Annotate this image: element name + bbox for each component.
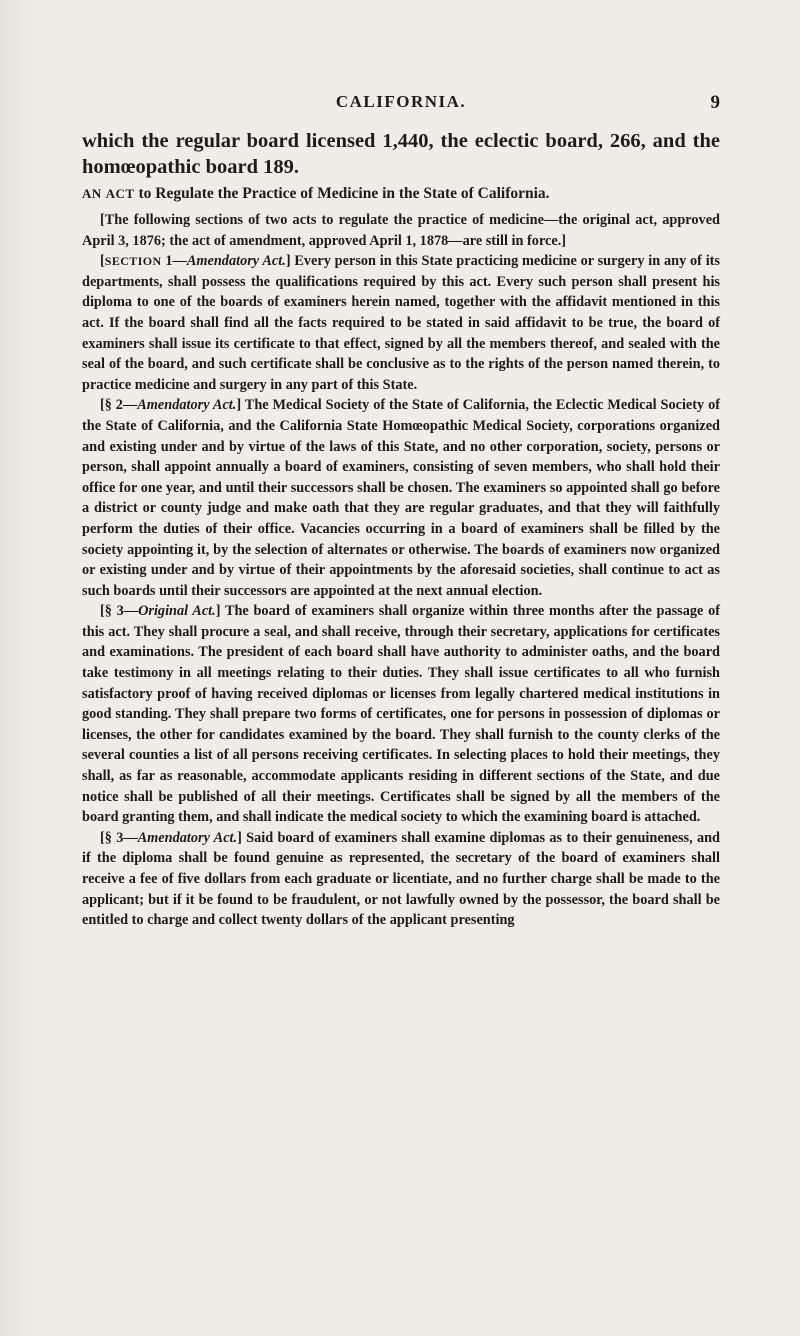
section-text: Said board of examiners shall examine diplomas as to their genuineness, and if the diploma shall be found genuine as represented, the secretary of the board of examiners shall receive a fee of five dollars from each graduate or licentiate, and no further charge shall be made to the applicant; but if it be found to be fraudulent, or not lawfully owned by the possessor, the board shall be entitled to charge and collect twenty dollars of the applicant presenting	[82, 829, 720, 929]
section-label-act: Original Act.	[138, 603, 216, 620]
section-label-open: [§ 2—	[100, 397, 138, 414]
section-label-act: Amendatory Act.	[137, 829, 238, 846]
act-title-prefix: AN	[82, 186, 102, 201]
section-label-smallcaps: SECTION	[104, 254, 162, 269]
body-text	[82, 128, 720, 931]
section-label-open: [	[100, 253, 105, 270]
section-paragraph	[82, 828, 720, 931]
section-paragraph	[82, 601, 720, 828]
act-title-smallcaps: ACT	[105, 186, 135, 201]
section-label-close: ]	[236, 397, 242, 414]
section-text: Every person in this State practicing medicine or surgery in any of its departments, shall possess the qualifications required by this act. Every such person shall present his diploma to one of the boards of examiners herein named, together with the affidavit mentioned in this act. If the board shall find all the facts required to be stated in said affidavit to be true, the board of examiners shall issue its certificate to that effect, signed by all the members thereof, and sealed with the seal of the board, and such certificate shall be conclusive as to the rights of the person named therein, to practice medicine and surgery in any part of this State.	[82, 253, 720, 393]
running-head-title: CALIFORNIA.	[335, 92, 467, 111]
act-title	[82, 183, 720, 204]
section-label-close: ]	[215, 603, 221, 620]
section-paragraph	[82, 395, 720, 601]
section-label-act: Amendatory Act.	[137, 397, 237, 414]
section-label-open: [§ 3—	[100, 603, 139, 620]
intro-note: [The following sections of two acts to regulate the practice of medicine—the original act, approved April 3, 1876; the act of amendment, approved April 1, 1878—are still in force.]	[82, 212, 720, 249]
act-title-rest: to Regulate the Practice of Medicine in the State of California.	[138, 185, 550, 202]
section-paragraph	[82, 251, 720, 395]
section-label-open: [§ 3—	[100, 829, 138, 846]
running-head	[82, 92, 720, 116]
gutter-shadow	[0, 0, 34, 1336]
section-label-number: 1—	[165, 253, 187, 270]
section-label-close: ]	[237, 829, 242, 846]
lead-paragraph: which the regular board licensed 1,440, the eclectic board, 266, and the homœopathic board 189.	[82, 130, 720, 178]
section-label-close: ]	[285, 253, 291, 270]
section-label-act: Amendatory Act.	[186, 253, 286, 270]
section-text: The Medical Society of the State of California, the Eclectic Medical Society of the State of California, and the California State Homœopathic Medical Society, corporations organized and existing under and by virtue of the laws of this State, and no other corporation, society, persons or person, shall appoint annually a board of examiners, consisting of seven members, who shall hold their office for one year, and until their successors shall be chosen. The examiners so appointed shall go before a district or county judge and make oath that they are regular graduates, and that they will faithfully perform the duties of their office. Vacancies occurring in a board of examiners shall be filled by the society appointing it, by the selection of alternates or otherwise. The boards of examiners now organized or existing under and by virtue of their appointments by the aforesaid societies, shall continue to act as such boards until their successors are appointed at the next annual election.	[82, 397, 720, 599]
page-number: 9	[710, 92, 720, 113]
section-text: The board of examiners shall organize within three months after the passage of this act. They shall procure a seal, and shall receive, through their secretary, applications for certificates and examinations. The president of each board shall have authority to administer oaths, and the board take testimony in all meetings relating to their duties. They shall issue certificates to all who furnish satisfactory proof of having received diplomas or licenses from legally chartered medical institutions in good standing. They shall prepare two forms of certificates, one for persons in possession of diplomas or licenses, the other for candidates examined by the board. They shall furnish to the county clerks of the several counties a list of all persons receiving certificates. In selecting places to hold their meetings, they shall, as far as reasonable, accommodate applicants residing in different sections of the State, and due notice shall be published of all their meetings. Certificates shall be signed by all the members of the board granting them, and shall indicate the medical society to which the examining board is attached.	[82, 603, 720, 826]
